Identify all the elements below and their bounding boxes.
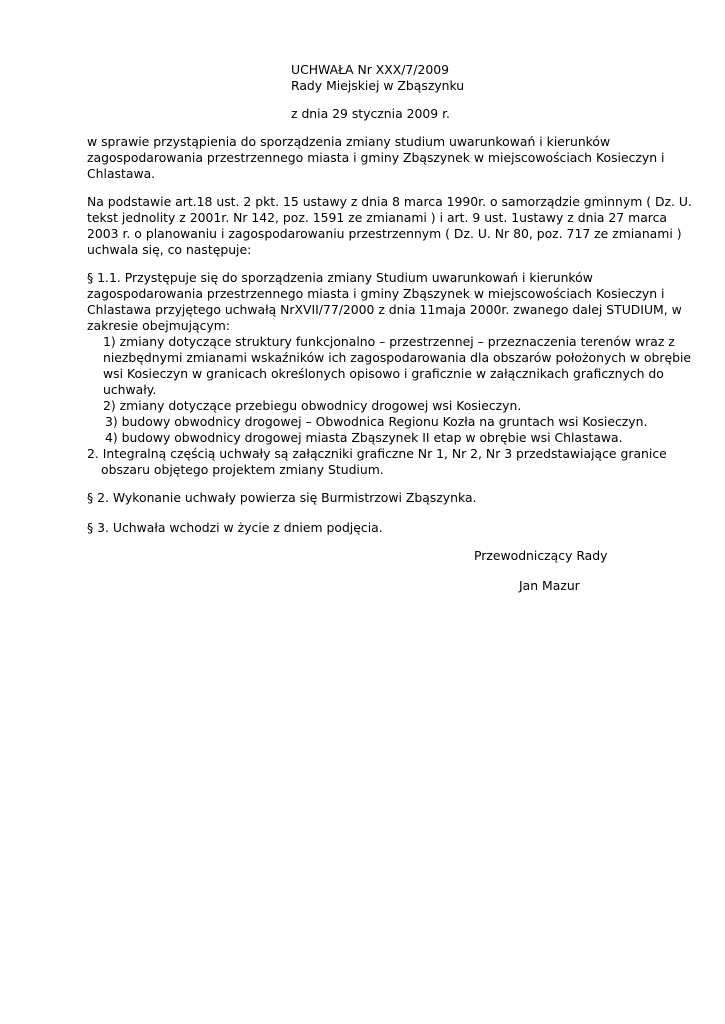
subject-line-3: Chlastawa.: [87, 166, 156, 181]
section-1-item-2: 2) zmiany dotyczące przebiegu obwodnicy drogowej wsi Kosieczyn.: [103, 398, 522, 413]
section-1-item-4: 4) budowy obwodnicy drogowej miasta Zbąszynek II etap w obrębie wsi Chlastawa.: [105, 430, 623, 445]
section-1-intro-line-1: § 1.1. Przystępuje się do sporządzenia zmiany Studium uwarunkowań i kierunków: [87, 270, 593, 285]
section-1-intro-line-4: zakresie obejmującym:: [87, 318, 231, 333]
section-1-intro-line-2: zagospodarowania przestrzennego miasta i gminy Zbąszynek w miejscowościach Kosieczyn i: [87, 286, 665, 301]
document-title: UCHWAŁA Nr XXX/7/2009: [291, 62, 449, 77]
section-1-intro-line-3: Chlastawa przyjętego uchwałą NrXVII/77/2000 z dnia 11maja 2000r. zwanego dalej STUDIUM, w: [87, 302, 682, 317]
section-1-point-2-line-1: 2. Integralną częścią uchwały są załączniki graficzne Nr 1, Nr 2, Nr 3 przedstawiające granice: [87, 446, 667, 461]
section-3: § 3. Uchwała wchodzi w życie z dniem podjęcia.: [87, 520, 383, 535]
section-2: § 2. Wykonanie uchwały powierza się Burmistrzowi Zbąszynka.: [87, 490, 477, 505]
legal-basis-line-2: tekst jednolity z 2001r. Nr 142, poz. 1591 ze zmianami ) i art. 9 ust. 1ustawy z dnia 27 marca: [87, 210, 668, 225]
section-1-item-1-line-4: uchwały.: [103, 382, 157, 397]
issuing-body: Rady Miejskiej w Zbąszynku: [291, 78, 465, 93]
signature-name: Jan Mazur: [519, 578, 580, 593]
section-1-item-1-line-3: wsi Kosieczyn w granicach określonych opisowo i graficznie w załącznikach graficznych do: [103, 366, 664, 381]
section-1-item-3: 3) budowy obwodnicy drogowej – Obwodnica Regionu Kozła na gruntach wsi Kosieczyn.: [105, 414, 648, 429]
legal-basis-line-4: uchwala się, co następuje:: [87, 242, 252, 257]
subject-line-1: w sprawie przystąpienia do sporządzenia zmiany studium uwarunkowań i kierunków: [87, 134, 611, 149]
legal-basis-line-1: Na podstawie art.18 ust. 2 pkt. 15 ustawy z dnia 8 marca 1990r. o samorządzie gminnym ( Dz. U.: [87, 194, 692, 209]
section-1-point-2-line-2: obszaru objętego projektem zmiany Studium.: [101, 462, 384, 477]
document-date: z dnia 29 stycznia 2009 r.: [291, 106, 450, 121]
legal-basis-line-3: 2003 r. o planowaniu i zagospodarowaniu przestrzennym ( Dz. U. Nr 80, poz. 717 ze zmianami ): [87, 226, 682, 241]
section-1-item-1-line-2: niezbędnymi zmianami wskaźników ich zagospodarowania dla obszarów położonych w obrębie: [103, 350, 692, 365]
subject-line-2: zagospodarowania przestrzennego miasta i gminy Zbąszynek w miejscowościach Kosieczyn i: [87, 150, 665, 165]
section-1-item-1-line-1: 1) zmiany dotyczące struktury funkcjonalno – przestrzennej – przeznaczenia terenów wraz z: [103, 334, 675, 349]
signature-role: Przewodniczący Rady: [474, 548, 608, 563]
